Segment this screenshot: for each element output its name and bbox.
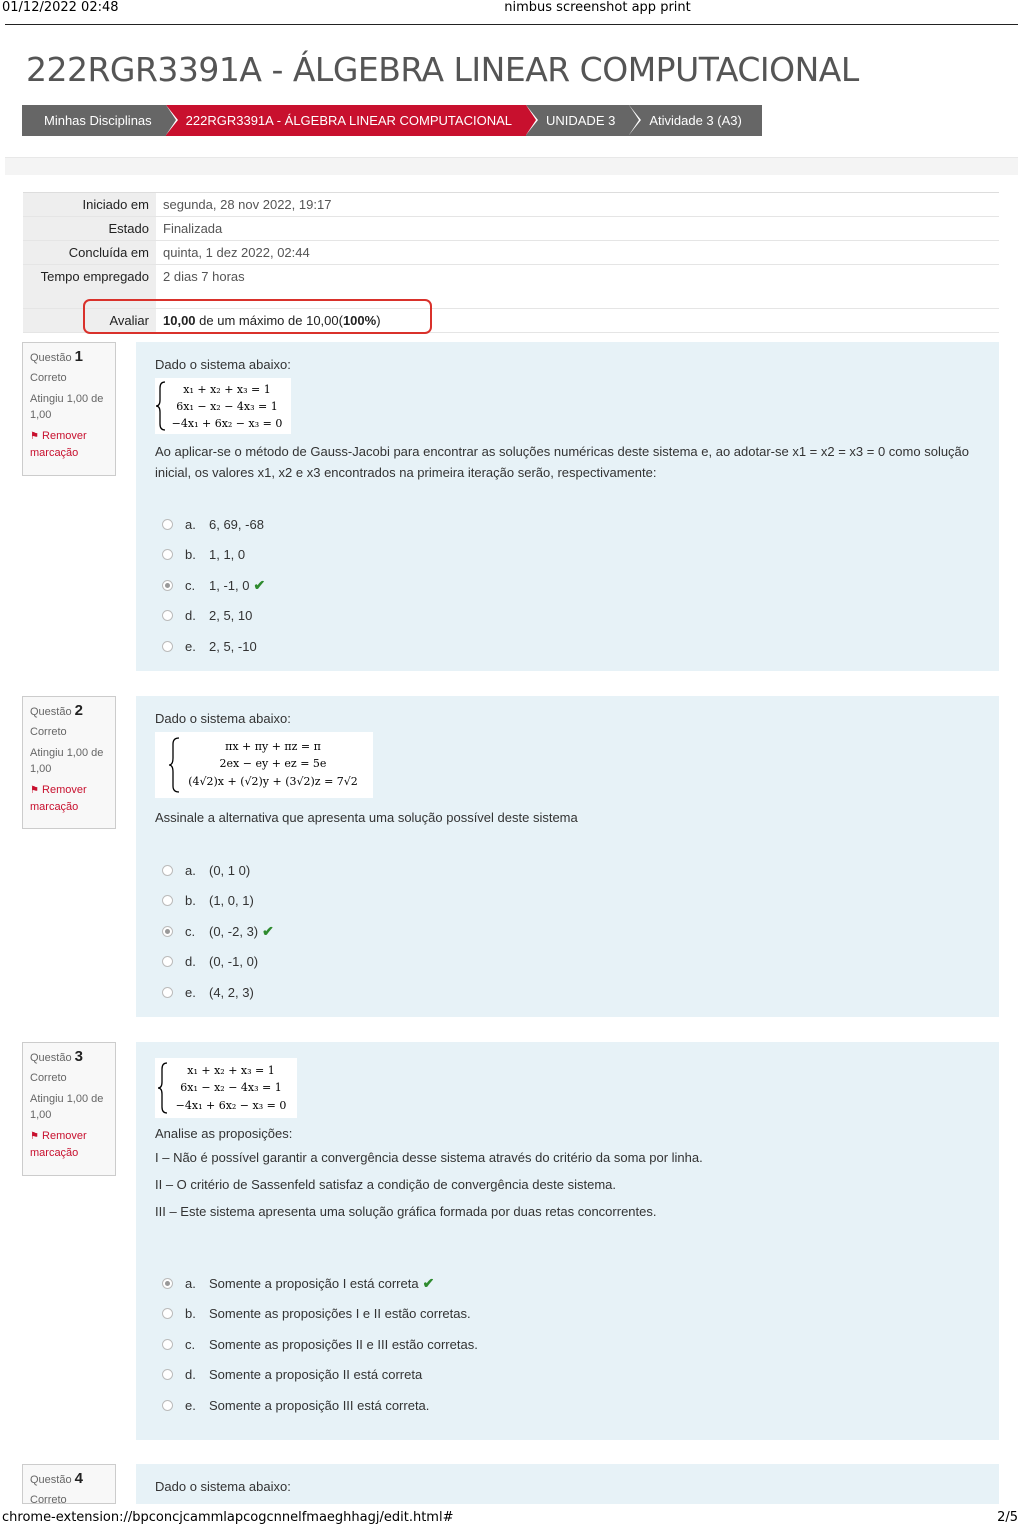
radio-button[interactable] [162, 1278, 173, 1289]
breadcrumb [22, 105, 762, 136]
remove-flag-link[interactable]: ⚑ Remover marcação [30, 1130, 87, 1159]
svg-text:−4x₁ + 6x₂ − x₃ = 0: −4x₁ + 6x₂ − x₃ = 0 [175, 1099, 287, 1112]
page-number: 2/5 [997, 1510, 1018, 1525]
answer-option[interactable]: d. (0, -1, 0) [155, 947, 980, 978]
breadcrumb-item-course[interactable]: 222RGR3391A - ÁLGEBRA LINEAR COMPUTACIONAL [166, 105, 526, 136]
svg-text:6x₁ − x₂ − 4x₃ = 1: 6x₁ − x₂ − 4x₃ = 1 [176, 400, 278, 413]
answer-option[interactable]: c. (0, -2, 3) ✔ [155, 916, 980, 947]
equation-image [155, 732, 373, 798]
print-url: chrome-extension://bpconcjcammlapcogcnnelfmaeghhagj/edit.html# [2, 1510, 454, 1525]
svg-text:6x₁ − x₂ − 4x₃ = 1: 6x₁ − x₂ − 4x₃ = 1 [180, 1081, 282, 1094]
header-divider [5, 24, 1018, 25]
answer-list [155, 1268, 980, 1421]
grade-highlight [83, 299, 432, 334]
proposition: II – O critério de Sassenfeld satisfaz a condição de convergência deste sistema. [155, 1177, 617, 1192]
answer-option[interactable]: c. 1, -1, 0 ✔ [155, 570, 980, 601]
radio-button[interactable] [162, 865, 173, 876]
radio-button[interactable] [162, 519, 173, 530]
radio-button[interactable] [162, 895, 173, 906]
answer-option[interactable]: d. 2, 5, 10 [155, 601, 980, 632]
question-info: Questão 2 Correto Atingiu 1,00 de 1,00 ⚑ Remover marcação [22, 696, 116, 829]
flag-icon: ⚑ [30, 785, 39, 796]
answer-option[interactable]: b. Somente as proposições I e II estão corretas. [155, 1299, 980, 1330]
answer-option[interactable]: a. Somente a proposição I está correta ✔ [155, 1268, 980, 1299]
check-icon: ✔ [422, 1274, 435, 1291]
summary-row: Estado Finalizada [23, 217, 999, 241]
svg-text:−4x₁ + 6x₂ − x₃ = 0: −4x₁ + 6x₂ − x₃ = 0 [171, 417, 283, 430]
radio-button[interactable] [162, 549, 173, 560]
radio-button[interactable] [162, 580, 173, 591]
question-content: Dado o sistema abaixo: x₁ + x₂ + x₃ = 1 6x₁ − x₂ − 4x₃ = 1 −4x₁ + 6x₂ − x₃ = 0 Ao aplicar-se o método de Gauss-Jacobi para encontrar as soluções numéricas deste sistema e, ao adotar-se x1 = x2 = x3 = 0 como solução inicial, os valores x1, x2 e x3 encontrados na primeira iteração serão, respectivamente: a. 6, 69, -68 b. 1, 1, 0 c. 1, -1, 0 ✔ d. 2, 5, 10 e. 2, 5, -10 [136, 342, 999, 671]
svg-text:2ex − ey + ez = 5e: 2ex − ey + ez = 5e [219, 757, 327, 770]
answer-option[interactable]: e. (4, 2, 3) [155, 977, 980, 1008]
check-icon: ✔ [262, 922, 274, 939]
question-info: Questão 4 Correto [22, 1464, 116, 1504]
radio-button[interactable] [162, 987, 173, 998]
equation-image [155, 378, 291, 434]
radio-button[interactable] [162, 641, 173, 652]
flag-icon: ⚑ [30, 431, 39, 442]
answer-option[interactable]: b. 1, 1, 0 [155, 540, 980, 571]
radio-button[interactable] [162, 1339, 173, 1350]
svg-text:x₁ + x₂ + x₃ = 1: x₁ + x₂ + x₃ = 1 [187, 1064, 275, 1077]
summary-row: Tempo empregado 2 dias 7 horas [23, 265, 999, 309]
proposition: I – Não é possível garantir a convergência desse sistema através do critério da soma por linha. [155, 1150, 703, 1165]
flag-icon: ⚑ [30, 1131, 39, 1142]
radio-button[interactable] [162, 610, 173, 621]
answer-list [155, 855, 980, 1008]
radio-button[interactable] [162, 1308, 173, 1319]
equation-image [155, 1058, 297, 1118]
summary-row: Concluída em quinta, 1 dez 2022, 02:44 [23, 241, 999, 265]
radio-button[interactable] [162, 956, 173, 967]
breadcrumb-item-minhas-disciplinas[interactable]: Minhas Disciplinas [22, 105, 166, 136]
summary-row-grade: Avaliar 10,00 de um máximo de 10,00(100%) [23, 309, 999, 333]
remove-flag-link[interactable]: ⚑ Remover marcação [30, 430, 87, 459]
question-content: Dado o sistema abaixo: πx + πy + πz = π 2ex − ey + ez = 5e (4√2)x + (√2)y + (3√2)z = 7√2 Assinale a alternativa que apresenta uma solução possível deste sistema a. (0, 1 0) b. (1, 0, 1) c. (0, -2, 3) ✔ d. (0, -1, 0) e. (4, 2, 3) [136, 696, 999, 1017]
print-header [0, 0, 1021, 26]
radio-button[interactable] [162, 1369, 173, 1380]
answer-list [155, 509, 980, 662]
question-info: Questão 1 Correto Atingiu 1,00 de 1,00 ⚑ Remover marcação [22, 342, 116, 476]
breadcrumb-item-atividade[interactable]: Atividade 3 (A3) [629, 105, 762, 136]
check-icon: ✔ [253, 576, 266, 593]
radio-button[interactable] [162, 1400, 173, 1411]
grade-value: 10,00 de um máximo de 10,00(100%) [163, 313, 381, 328]
breadcrumb-item-unidade[interactable]: UNIDADE 3 [526, 105, 629, 136]
question-info: Questão 3 Correto Atingiu 1,00 de 1,00 ⚑ Remover marcação [22, 1042, 116, 1176]
question-content: Dado o sistema abaixo: [136, 1464, 999, 1504]
answer-option[interactable]: e. Somente a proposição III está correta. [155, 1390, 980, 1421]
radio-button[interactable] [162, 926, 173, 937]
summary-row: Iniciado em segunda, 28 nov 2022, 19:17 [23, 193, 999, 217]
page-title: 222RGR3391A - ÁLGEBRA LINEAR COMPUTACIONAL [26, 50, 859, 89]
print-title: nimbus screenshot app print [504, 0, 691, 15]
svg-text:(4√2)x + (√2)y + (3√2)z = 7√2: (4√2)x + (√2)y + (3√2)z = 7√2 [188, 775, 358, 788]
answer-option[interactable]: d. Somente a proposição II está correta [155, 1360, 980, 1391]
answer-option[interactable]: a. 6, 69, -68 [155, 509, 980, 540]
answer-option[interactable]: e. 2, 5, -10 [155, 631, 980, 662]
print-date: 01/12/2022 02:48 [2, 0, 119, 15]
answer-option[interactable]: a. (0, 1 0) [155, 855, 980, 886]
proposition: III – Este sistema apresenta uma solução gráfica formada por duas retas concorrentes. [155, 1204, 657, 1219]
question-content: x₁ + x₂ + x₃ = 1 6x₁ − x₂ − 4x₃ = 1 −4x₁ + 6x₂ − x₃ = 0 Analise as proposições: I – Não é possível garantir a convergência desse sistema através do critério da soma por linha. II – O critério de Sassenfeld satisfaz a condição de convergência deste sistema. III – Este sistema apresenta uma solução gráfica formada por duas retas concorrentes. a. Somente a proposição I está correta ✔ b. Somente as proposições I e II estão corretas. c. Somente as proposições II e III estão corretas. d. Somente a proposição II está correta e. Somente a proposição III está correta. [136, 1042, 999, 1440]
answer-option[interactable]: b. (1, 0, 1) [155, 886, 980, 917]
answer-option[interactable]: c. Somente as proposições II e III estão corretas. [155, 1329, 980, 1360]
section-strip [5, 157, 1018, 175]
svg-text:πx + πy + πz = π: πx + πy + πz = π [225, 740, 321, 753]
svg-text:x₁ + x₂ + x₃ = 1: x₁ + x₂ + x₃ = 1 [183, 383, 271, 396]
remove-flag-link[interactable]: ⚑ Remover marcação [30, 784, 87, 813]
